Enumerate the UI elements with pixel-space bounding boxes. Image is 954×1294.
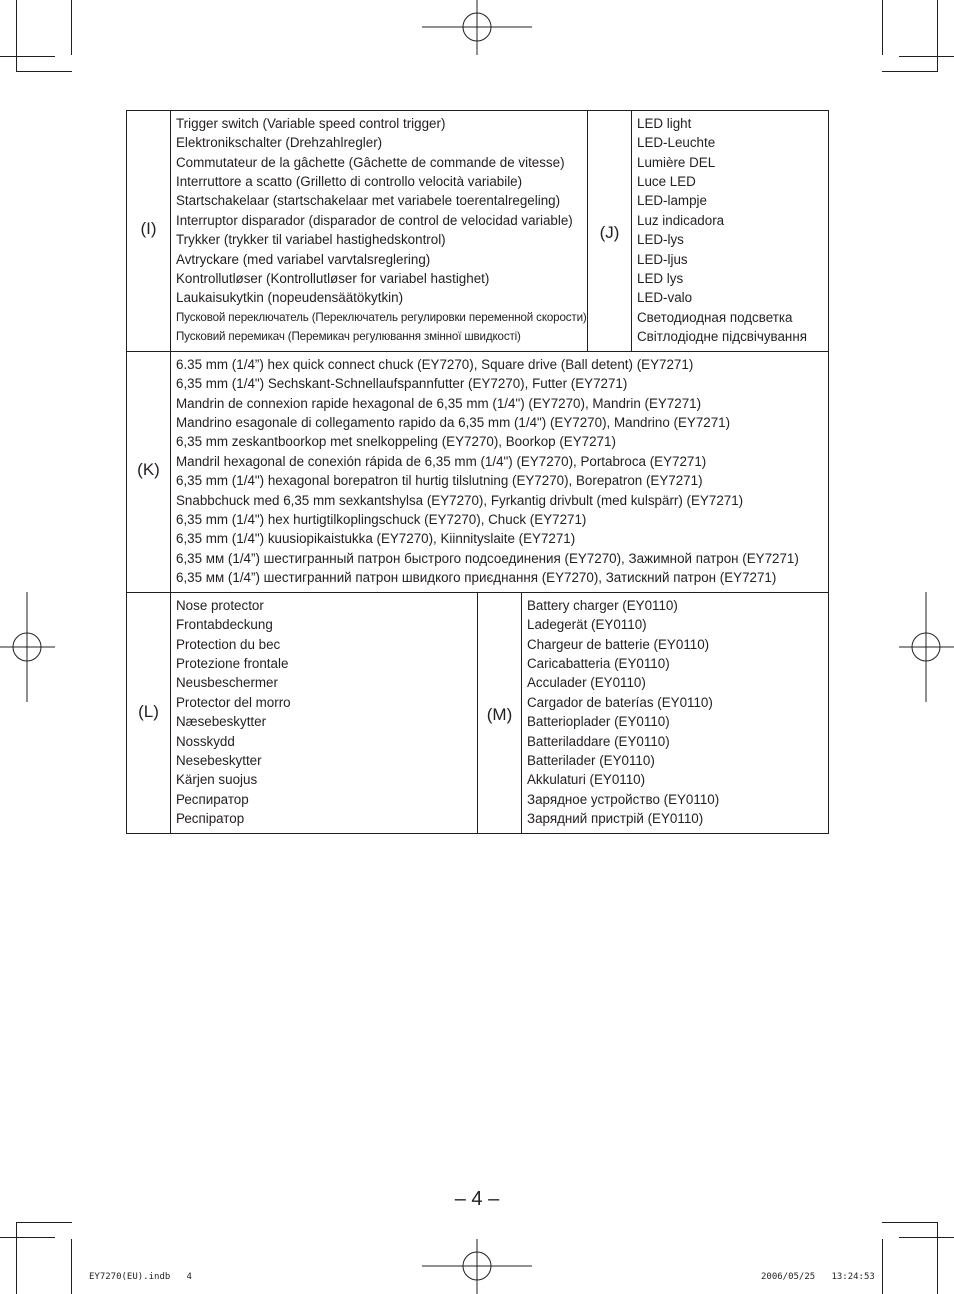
part-name: Пусковий перемикач (Перемикач регулювання змінної швидкості) [176, 329, 521, 343]
crop-mark [882, 1239, 883, 1294]
part-name: 6,35 mm zeskantboorkop met snelkoppeling (EY7270), Boorkop (EY7271) [176, 434, 616, 450]
crop-mark [0, 1237, 55, 1238]
part-name: Світлодіодне підсвічування [637, 328, 807, 344]
part-name: Зарядний пристрій (EY0110) [527, 810, 704, 826]
part-name: Næsebeskytter [176, 714, 267, 730]
part-name: Frontabdeckung [176, 617, 273, 633]
part-name: Респиратор [176, 791, 249, 807]
registration-mark-right [899, 592, 954, 702]
crop-mark [16, 1222, 72, 1223]
part-name: 6,35 mm (1/4") hexagonal borepatron til hurtig tilslutning (EY7270), Borepatron (EY7271) [176, 473, 703, 489]
code-column-divider [170, 111, 171, 833]
part-name: Protezione frontale [176, 656, 289, 672]
part-name: Пусковой переключатель (Переключатель регулировки переменной скорости) [176, 310, 587, 324]
part-name: Luz indicadora [637, 212, 725, 228]
registration-mark-left [0, 592, 55, 702]
part-name: LED-valo [637, 290, 693, 306]
part-name: Kontrollutløser (Kontrollutløser for variabel hastighet) [176, 270, 490, 286]
part-name: Protection du bec [176, 636, 281, 652]
part-name: 6,35 mm (1/4") kuusiopikaistukka (EY7270), Kiinnityslaite (EY7271) [176, 531, 576, 547]
part-name: Laukaisukytkin (nopeudensäätökytkin) [176, 290, 404, 306]
part-name: Nosskydd [176, 733, 235, 749]
part-name: LED-lys [637, 232, 684, 248]
crop-mark [16, 1222, 17, 1294]
part-name: Зарядное устройство (EY0110) [527, 791, 720, 807]
part-name: Trigger switch (Variable speed control trigger) [176, 116, 446, 131]
part-code-i: (I) [140, 219, 157, 238]
crop-mark [71, 1239, 72, 1294]
crop-mark [0, 56, 55, 57]
part-names-j [637, 114, 807, 346]
part-name: Neusbeschermer [176, 675, 278, 691]
part-names-m [527, 596, 719, 828]
part-code-l: (L) [138, 702, 159, 721]
crop-mark [882, 1222, 938, 1223]
row-divider [127, 351, 828, 352]
part-code-j: (J) [599, 223, 620, 242]
part-name: Batteriladdare (EY0110) [527, 733, 670, 749]
part-name: Lumière DEL [637, 154, 716, 170]
crop-mark [16, 71, 72, 72]
part-name: Interruttore a scatto (Grilletto di controllo velocità variabile) [176, 174, 523, 190]
crop-mark [899, 1237, 954, 1238]
crop-mark [937, 0, 938, 72]
part-name: Mandrin de connexion rapide hexagonal de 6,35 mm (1/4") (EY7270), Mandrin (EY7271) [176, 395, 702, 411]
part-name: Kärjen suojus [176, 772, 258, 788]
page-number: – 4 – [454, 1188, 500, 1210]
part-name: 6,35 mm (1/4") Sechskant-Schnellaufspannfutter (EY7270), Futter (EY7271) [176, 376, 628, 392]
parts-table [126, 110, 829, 834]
part-code-m: (M) [486, 705, 513, 724]
part-name: Avtryckare (med variabel varvtalsreglering) [176, 251, 431, 267]
column-divider [631, 111, 632, 351]
part-name: LED-ljus [637, 251, 688, 267]
part-name: LED-lampje [637, 193, 707, 209]
part-name: LED lys [637, 270, 684, 286]
crop-mark [937, 1222, 938, 1294]
part-name: Mandril hexagonal de conexión rápida de 6,35 mm (1/4") (EY7270), Portabroca (EY7271) [176, 453, 707, 469]
crop-mark [71, 0, 72, 55]
part-name: Chargeur de batterie (EY0110) [527, 636, 710, 652]
part-name: Elektronikschalter (Drehzahlregler) [176, 135, 383, 151]
part-name: Akkulaturi (EY0110) [527, 772, 646, 788]
part-name: Светодиодная подсветка [637, 309, 793, 325]
part-name: Luce LED [637, 174, 696, 190]
part-name: Ladegerät (EY0110) [527, 617, 647, 633]
part-names-i [176, 114, 587, 346]
part-name: Nose protector [176, 598, 264, 613]
crop-mark [899, 56, 954, 57]
part-name: Респіратор [176, 810, 245, 826]
footer-file-name: EY7270(EU).indb 4 [89, 1272, 192, 1282]
footer-timestamp: 2006/05/25 13:24:53 [761, 1272, 875, 1282]
part-name: 6,35 мм (1/4”) шестигранный патрон быстрого подсоединения (EY7270), Зажимной патрон (EY7271) [176, 550, 799, 566]
part-name: 6,35 мм (1/4”) шестигранний патрон швидкого приєднання (EY7270), Затискний патрон (EY7271) [176, 569, 777, 585]
part-name: 6,35 mm (1/4") hex hurtigtilkoplingschuck (EY7270), Chuck (EY7271) [176, 511, 587, 527]
part-name: Interruptor disparador (disparador de control de velocidad variable) [176, 212, 573, 228]
part-name: Mandrino esagonale di collegamento rapido da 6,35 mm (1/4") (EY7270), Mandrino (EY7271) [176, 415, 731, 431]
column-divider [521, 592, 522, 833]
part-name: Snabbchuck med 6,35 mm sexkantshylsa (EY7270), Fyrkantig drivbult (med kulspärr) (EY7271) [176, 492, 744, 508]
part-name: Cargador de baterías (EY0110) [527, 694, 713, 710]
crop-mark [16, 0, 17, 72]
registration-mark-top [422, 0, 532, 55]
part-code-k: (K) [137, 460, 160, 479]
part-name: Caricabatteria (EY0110) [527, 656, 670, 672]
part-name: 6.35 mm (1/4”) hex quick connect chuck (EY7270), Square drive (Ball detent) (EY7271) [176, 357, 694, 372]
part-name: Battery charger (EY0110) [527, 598, 678, 613]
part-name: Acculader (EY0110) [527, 675, 646, 691]
part-name: Nesebeskytter [176, 752, 262, 768]
part-name: LED light [637, 116, 692, 131]
part-name: LED-Leuchte [637, 135, 716, 151]
part-names-l [176, 596, 291, 828]
part-name: Batterilader (EY0110) [527, 752, 655, 768]
part-name: Batterioplader (EY0110) [527, 714, 670, 730]
part-name: Startschakelaar (startschakelaar met variabele toerentalregeling) [176, 193, 561, 209]
crop-mark [882, 0, 883, 55]
crop-mark [882, 71, 938, 72]
part-name: Trykker (trykker til variabel hastighedskontrol) [176, 232, 446, 248]
part-names-k [176, 355, 799, 587]
registration-mark-bottom [422, 1239, 532, 1294]
part-name: Commutateur de la gâchette (Gâchette de commande de vitesse) [176, 154, 565, 170]
part-name: Protector del morro [176, 694, 291, 710]
